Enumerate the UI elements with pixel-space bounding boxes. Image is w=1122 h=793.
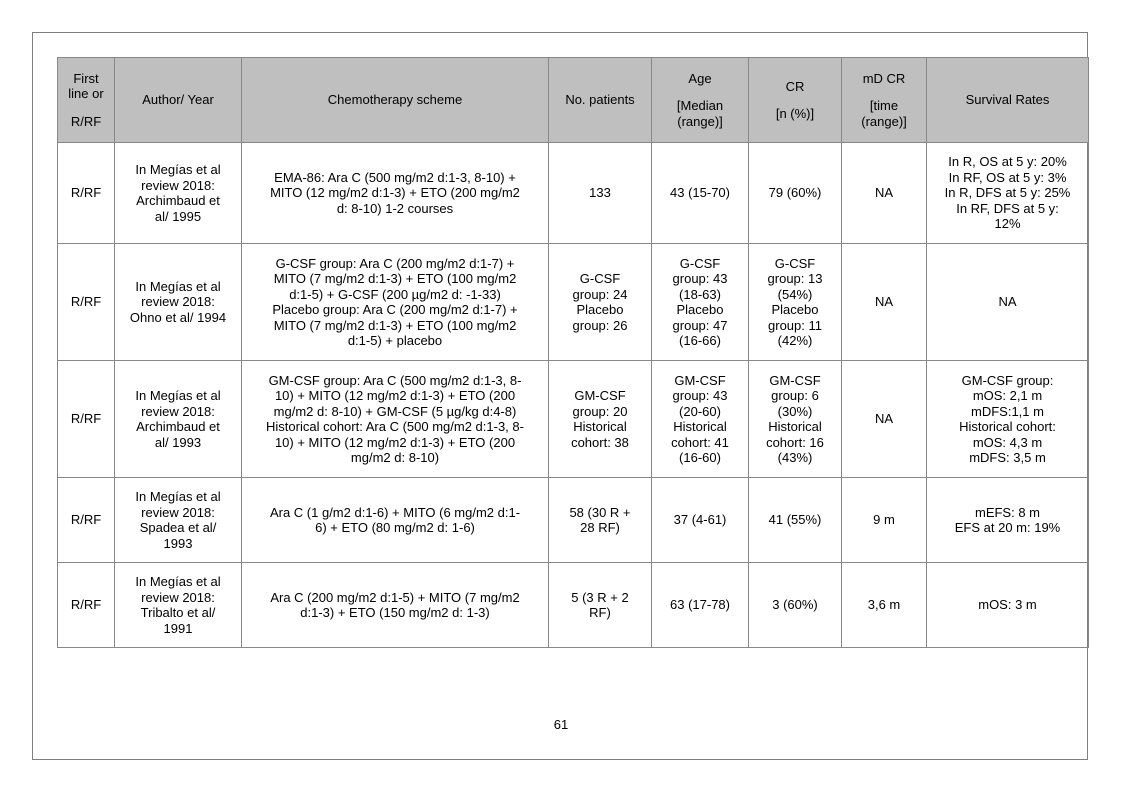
cell-age bbox=[652, 478, 749, 563]
cell-line-text: 10) + MITO (12 mg/m2 d:1-3) + ETO (200 bbox=[274, 388, 516, 403]
cell-line-text: 6) + ETO (80 mg/m2 d: 1-6) bbox=[315, 520, 475, 535]
cell-cr bbox=[749, 143, 842, 244]
cell-line-text: Ohno et al/ 1994 bbox=[129, 309, 227, 325]
cell-line-text: group: 43 bbox=[672, 271, 728, 286]
cell-author bbox=[115, 361, 242, 478]
header-scheme: Chemotherapy scheme bbox=[242, 58, 549, 143]
cell-line-text: In Megías et al bbox=[135, 162, 221, 177]
cell-line: R/RF bbox=[58, 244, 115, 361]
table-row bbox=[58, 143, 1089, 244]
cell-line-text: (54%) bbox=[777, 286, 813, 302]
cell-line-text: group: 11 bbox=[768, 317, 822, 333]
page-number: 61 bbox=[553, 717, 569, 732]
cell-scheme bbox=[242, 563, 549, 648]
cell-line-text: Placebo bbox=[576, 302, 624, 317]
cell-line-text: 3 (60%) bbox=[772, 597, 818, 613]
cell-line: R/RF bbox=[58, 143, 115, 244]
cell-line: R/RF bbox=[58, 478, 115, 563]
cell-line-text: 37 (4-61) bbox=[673, 512, 727, 528]
cell-line-text: mg/m2 d: 8-10) + GM-CSF (5 µg/kg d:4-8) bbox=[273, 403, 517, 419]
header-patients: No. patients bbox=[549, 58, 652, 143]
cell-line-text: review 2018: bbox=[141, 294, 215, 310]
header-line: First line or R/RF bbox=[58, 58, 115, 143]
cell-line-text: In Megías et al bbox=[135, 574, 221, 589]
cell-mdcr: 3,6 m bbox=[842, 563, 927, 648]
cell-age bbox=[652, 563, 749, 648]
cell-line-text: Ara C (1 g/m2 d:1-6) + MITO (6 mg/m2 d:1- bbox=[269, 504, 521, 520]
cell-age bbox=[652, 361, 749, 478]
cell-line-text: group: 43 bbox=[672, 388, 728, 403]
cell-mdcr: NA bbox=[842, 361, 927, 478]
cell-line-text: MITO (7 mg/m2 d:1-3) + ETO (100 mg/m2 bbox=[273, 271, 517, 286]
cell-line-text: G-CSF bbox=[579, 271, 621, 286]
cell-line-text: group: 24 bbox=[572, 286, 628, 302]
cell-author bbox=[115, 563, 242, 648]
cell-line-text: MITO (12 mg/m2 d:1-3) + ETO (200 mg/m2 bbox=[270, 185, 520, 201]
cell-line-text: Historical bbox=[673, 419, 727, 434]
cell-line-text: EFS at 20 m: 19% bbox=[954, 520, 1061, 535]
cell-line-text: Ara C (200 mg/m2 d:1-5) + MITO (7 mg/m2 bbox=[270, 589, 520, 605]
cell-line-text: group: 47 bbox=[672, 317, 728, 333]
cell-line-text: mOS: 2,1 m bbox=[972, 388, 1043, 403]
table-row bbox=[58, 244, 1089, 361]
cell-line-text: 43 (15-70) bbox=[670, 185, 730, 201]
cell-patients bbox=[549, 244, 652, 361]
cell-line-text: d:1-3) + ETO (150 mg/m2 d: 1-3) bbox=[300, 605, 490, 620]
table-row bbox=[58, 563, 1089, 648]
cell-line-text: Placebo bbox=[676, 302, 724, 317]
cell-line-text: group: 20 bbox=[572, 403, 628, 419]
cell-author bbox=[115, 478, 242, 563]
cell-line-text: Archimbaud et bbox=[136, 193, 220, 208]
cell-scheme bbox=[242, 361, 549, 478]
cell-line-text: Archimbaud et bbox=[136, 419, 220, 434]
cell-line-text: In RF, OS at 5 y: 3% bbox=[948, 169, 1067, 185]
cell-line-text: GM-CSF bbox=[574, 388, 626, 403]
cell-line-text: 58 (30 R + bbox=[569, 504, 631, 520]
cell-survival bbox=[927, 143, 1089, 244]
cell-line-text: Historical bbox=[573, 419, 627, 434]
cell-age bbox=[652, 244, 749, 361]
cell-line-text: d:1-5) + G-CSF (200 µg/m2 d: -1-33) bbox=[289, 286, 501, 302]
cell-scheme bbox=[242, 244, 549, 361]
cell-line-text: (30%) bbox=[777, 403, 813, 419]
cell-line-text: review 2018: bbox=[141, 403, 215, 419]
cell-line-text: 133 bbox=[589, 185, 611, 201]
cell-cr bbox=[749, 478, 842, 563]
cell-line-text: d: 8-10) 1-2 courses bbox=[336, 200, 454, 216]
cell-line-text: cohort: 16 bbox=[766, 434, 824, 450]
cell-line-text: (20-60) bbox=[679, 403, 721, 419]
cell-line-text: Placebo group: Ara C (200 mg/m2 d:1-7) + bbox=[272, 302, 518, 317]
cell-line-text: Spadea et al/ bbox=[139, 520, 217, 535]
chemotherapy-table bbox=[57, 57, 1089, 648]
cell-line-text: 41 (55%) bbox=[768, 512, 822, 528]
cell-line-text: Placebo bbox=[771, 302, 819, 317]
cell-line-text: 5 (3 R + 2 bbox=[571, 589, 629, 605]
cell-line-text: cohort: 41 bbox=[671, 434, 729, 450]
cell-line-text: G-CSF bbox=[679, 255, 721, 271]
cell-survival bbox=[927, 244, 1089, 361]
cell-line-text: GM-CSF bbox=[674, 372, 726, 388]
cell-line-text: 28 RF) bbox=[580, 520, 620, 535]
cell-line-text: RF) bbox=[589, 605, 611, 620]
cell-mdcr: NA bbox=[842, 143, 927, 244]
cell-line-text: In RF, DFS at 5 y: bbox=[956, 200, 1059, 216]
cell-line-text: cohort: 38 bbox=[571, 434, 629, 450]
cell-line-text: In Megías et al bbox=[135, 388, 221, 403]
cell-scheme bbox=[242, 143, 549, 244]
cell-line-text: group: 26 bbox=[572, 317, 628, 333]
cell-survival bbox=[927, 361, 1089, 478]
cell-line-text: EMA-86: Ara C (500 mg/m2 d:1-3, 8-10) + bbox=[274, 169, 516, 185]
cell-mdcr: 9 m bbox=[842, 478, 927, 563]
cell-line-text: al/ 1995 bbox=[154, 208, 202, 224]
cell-line-text: Historical bbox=[768, 419, 822, 434]
table-row bbox=[58, 361, 1089, 478]
cell-line-text: review 2018: bbox=[141, 504, 215, 520]
cell-line-text: 79 (60%) bbox=[768, 185, 822, 201]
cell-line-text: 63 (17-78) bbox=[670, 597, 730, 613]
cell-line: R/RF bbox=[58, 361, 115, 478]
cell-line-text: group: 13 bbox=[767, 271, 823, 286]
cell-line-text: In R, OS at 5 y: 20% bbox=[948, 154, 1067, 170]
cell-cr bbox=[749, 361, 842, 478]
cell-line-text: GM-CSF bbox=[769, 372, 821, 388]
cell-line-text: G-CSF bbox=[774, 255, 816, 271]
cell-line-text: review 2018: bbox=[141, 589, 215, 605]
cell-line-text: 10) + MITO (12 mg/m2 d:1-3) + ETO (200 bbox=[274, 434, 516, 450]
table-body bbox=[58, 143, 1089, 648]
cell-author bbox=[115, 143, 242, 244]
cell-line-text: (43%) bbox=[777, 450, 813, 465]
cell-patients bbox=[549, 478, 652, 563]
cell-survival bbox=[927, 563, 1089, 648]
cell-scheme bbox=[242, 478, 549, 563]
cell-author bbox=[115, 244, 242, 361]
header-survival: Survival Rates bbox=[927, 58, 1089, 143]
cell-line-text: (16-66) bbox=[679, 333, 721, 348]
cell-line-text: MITO (7 mg/m2 d:1-3) + ETO (100 mg/m2 bbox=[273, 317, 517, 333]
header-age: Age [Median (range)] bbox=[652, 58, 749, 143]
cell-line-text: d:1-5) + placebo bbox=[347, 333, 443, 348]
cell-line-text: (42%) bbox=[777, 333, 813, 348]
cell-line-text: mg/m2 d: 8-10) bbox=[350, 450, 440, 465]
header-mdcr: mD CR [time (range)] bbox=[842, 58, 927, 143]
cell-line-text: GM-CSF group: Ara C (500 mg/m2 d:1-3, 8- bbox=[268, 372, 522, 388]
cell-mdcr: NA bbox=[842, 244, 927, 361]
cell-line-text: G-CSF group: Ara C (200 mg/m2 d:1-7) + bbox=[275, 255, 515, 271]
cell-cr bbox=[749, 563, 842, 648]
cell-line-text: In R, DFS at 5 y: 25% bbox=[944, 185, 1071, 201]
cell-line-text: mDFS:1,1 m bbox=[971, 403, 1044, 419]
cell-patients bbox=[549, 361, 652, 478]
cell-cr bbox=[749, 244, 842, 361]
cell-line-text: (16-60) bbox=[679, 450, 721, 465]
cell-survival bbox=[927, 478, 1089, 563]
header-author: Author/ Year bbox=[115, 58, 242, 143]
cell-line-text: 1991 bbox=[163, 620, 193, 636]
cell-line-text: Historical cohort: bbox=[959, 419, 1056, 434]
cell-line-text: group: 6 bbox=[771, 388, 819, 403]
cell-patients bbox=[549, 143, 652, 244]
cell-line-text: mOS: 3 m bbox=[978, 597, 1037, 613]
cell-line-text: Tribalto et al/ bbox=[140, 605, 216, 620]
cell-age bbox=[652, 143, 749, 244]
cell-line: R/RF bbox=[58, 563, 115, 648]
header-cr: CR [n (%)] bbox=[749, 58, 842, 143]
cell-line-text: mOS: 4,3 m bbox=[972, 434, 1043, 450]
cell-patients bbox=[549, 563, 652, 648]
cell-line-text: NA bbox=[998, 294, 1017, 310]
table-row bbox=[58, 478, 1089, 563]
cell-line-text: mDFS: 3,5 m bbox=[969, 450, 1046, 465]
cell-line-text: (18-63) bbox=[679, 286, 721, 302]
cell-line-text: mEFS: 8 m bbox=[974, 504, 1040, 520]
cell-line-text: 12% bbox=[994, 216, 1021, 232]
cell-line-text: In Megías et al bbox=[135, 489, 221, 504]
table-header-row bbox=[58, 58, 1089, 143]
cell-line-text: review 2018: bbox=[141, 177, 215, 193]
cell-line-text: In Megías et al bbox=[135, 278, 221, 294]
cell-line-text: 1993 bbox=[163, 535, 193, 551]
cell-line-text: al/ 1993 bbox=[154, 434, 202, 450]
cell-line-text: GM-CSF group: bbox=[961, 372, 1054, 388]
cell-line-text: Historical cohort: Ara C (500 mg/m2 d:1-3, 8- bbox=[266, 419, 524, 434]
